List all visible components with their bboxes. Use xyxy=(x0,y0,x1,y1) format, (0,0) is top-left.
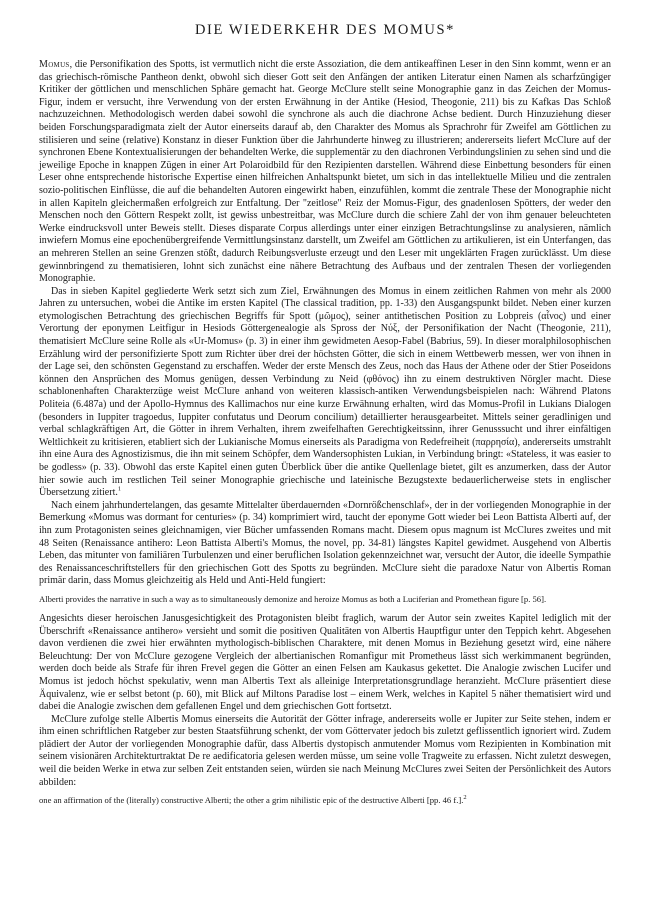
paragraph-3 xyxy=(39,500,611,588)
paragraph-4-text: Angesichts dieser heroischen Janusgesichtigkeit des Protagonisten bleibt fraglich, warum der Autor sein zweites Kapitel lediglich mit der Überschrift «Renaissance antihero» versieht und somit die positiven Qualitäten von Albertis Hauptfigur unter den Teppich kehrt. Abgesehen davon verdienen die zwei hier erwähnten mythologisch-biblischen Charaktere, mit denen Momus in Beziehung gesetzt wird, eine nähere Beleuchtung: Der von McClure gezogene Vergleich der albertianischen Romanfigur mit Prometheus lässt sich werkimmanent begründen, werden doch beide als Strafe für ihren Frevel gegen die Götter an einen Felsen am Kaukasus gekettet. Die Analogie zwischen Lucifer und Momus ist jedoch höchst spekulativ, wenn man Albertis Text als alleinige Interpretationsgrundlage heranzieht. McClure präsentiert diese Äquivalenz, wie er selbst betont (p. 60), mit Blick auf Miltons Paradise lost – einem Werk, welches in Kapitel 5 näher thematisiert wird und dabei die Analogie zwischen dem gefallenen Engel und dem griechischen Gott fortsetzt. xyxy=(39,612,611,713)
paragraph-5-text: McClure zufolge stelle Albertis Momus einerseits die Autorität der Götter infrage, andererseits wolle er Jupiter zur Seite stehen, indem er ihm einen schriftlichen Ratgeber zur besten Staatsführung schenkt, der vom Göttervater jedoch bis zuletzt geflissentlich ignoriert wird. Zudem plädiert der Autor der vorliegenden Monographie dafür, dass Albertis dystopisch anmutender Momus vom Rezipienten in Kombination mit seinem visionären Architekturtraktat De re aedificatoria gelesen werden müsse, um seine volle Tragweite zu erfassen. Nicht zuletzt deswegen, weil die beiden Werke in etwa zur selben Zeit entstanden seien, würden sie nach Meinung McClures zwei Seiten der Persönlichkeit des Autors abbilden: xyxy=(39,713,611,788)
paragraph-5 xyxy=(39,714,611,790)
block-quote-2 xyxy=(39,795,611,806)
lead-word: Momus xyxy=(39,59,70,70)
paragraph-2 xyxy=(39,286,611,500)
paragraph-4 xyxy=(39,613,611,714)
footnote-ref-1[interactable]: 1 xyxy=(117,485,122,493)
block-quote-2-text: one an affirmation of the (literally) constructive Alberti; the other a grim nihilistic epic of the destructive Alberti [pp. 46 f.]. xyxy=(39,795,464,806)
paragraph-3-text: Nach einem jahrhundertelangen, das gesamte Mittelalter überdauernden «Dornrößchenschlaf», der in der vorliegenden Monographie in der Bemerkung «Momus was dormant for centuries» (p. 34) komprimiert wird, taucht der eponyme Gott wieder bei Leon Battista Alberti auf, der ihn zum Protagonisten seines gleichnamigen, vier Bücher umfassenden Romans macht. Diesem opus magnum ist McClures zweites und mit 48 Seiten (Renaissance antihero: Leon Battista Alberti's Momus, the novel, pp. 34-81) längstes Kapitel gewidmet. Ausgehend von Albertis Leben, das mitunter von familiären Turbulenzen und einer beruflichen Isolation gekennzeichnet war, versucht der Autor, die ideelle Sympathie des Renaissanceschriftstellers für den griechischen Gott des Spotts zu begründen. McClure sieht die paradoxe Natur von Albertis Roman primär darin, dass Momus gleichzeitig als Held und Anti-Held fungiert: xyxy=(39,499,611,587)
paragraph-2-text: Das in sieben Kapitel gegliederte Werk setzt sich zum Ziel, Erwähnungen des Momus in einem zeitlichen Rahmen von mehr als 2000 Jahren zu untersuchen, wobei die Antike im ersten Kapitel (The classical tradition, pp. 1-33) den Ausgangspunkt bildet. Neben einer kurzen etymologischen Betrachtung des griechischen Begriffs für Spott (μῶμος), seiner antithetischen Position zu Lobpreis (αἶνος) und einer Verortung der eponymen Leitfigur in Hesiods Göttergenealogie als Spross der Νύξ, der Personifikation der Nacht (Theogonie, 211), thematisiert McClure seine Rolle als «Ur-Momus» (p. 3) in einer ihm gewidmeten Aesop-Fabel (Babrius, 59). In dieser moralphilosophischen Erzählung wird der personifizierte Spott zum Richter über drei der höchsten Götter, die sich in einem Wettbewerb messen, wer von ihnen in der Lage sei, den schönsten Gegenstand zu erschaffen. Weder der erste Mensch des Zeus, noch das Haus der Athene oder der Stier Poseidons können den Ansprüchen des Momus genügen, dessen Verbindung zu Neid (φθόνος) ihn zu einem destruktiven Nörgler macht. Diese schablonenhaften Charakterzüge weist McClure anhand von weiteren klassisch-antiken Verwendungsbeispielen nach: Während Platons Politeia (6.487a) und der Apollo-Hymnus des Kallimachos nur eine kurze Erwähnung erhalten, wird das Momus-Profil in Lukians Dialogen (besonders in Iuppiter tragoedus, Iuppiter confutatus und Deorum concilium) detaillierter herausgearbeitet. Mittels seiner geradlinigen und verbal schlagkräftigen Art, die Götter in ihrem Verhalten, ihrem zweifelhaften Gerechtigkeitssinn, ihrer Genusssucht und ihrer einfältigen Weltlichkeit zu kritisieren, etabliert sich der Lukianische Momus einerseits als Paradigma von Redefreiheit (παρρησία), andererseits umstrahlt ihn eine Aura des Agnostizismus, die ihn mit seinem Schöpfer, dem Wandersophisten Lukian, in Verbindung bringt: «Stateless, it was easier to be godless» (p. 33). Obwohl das erste Kapitel einen guten Überblick über die antike Quellenlage bietet, gilt es anzumerken, dass der Autor hier sowie auch im restlichen Teil seiner Monographie griechische und lateinische Bezugstexte bedauerlicherweise stets in englischer Übersetzung zitiert. xyxy=(39,285,611,499)
footnote-ref-2[interactable]: 2 xyxy=(463,794,467,802)
paragraph-1 xyxy=(39,59,611,286)
article-body xyxy=(39,59,611,806)
block-quote-1: Alberti provides the narrative in such a way as to simultaneously demonize and heroize Momus as both a Luciferian and Promethean figure [p. 56]. xyxy=(39,593,547,604)
paragraph-1-text: , die Personifikation des Spotts, ist vermutlich nicht die erste Assoziation, die dem antikeaffinen Leser in den Sinn kommt, wenn er an das griechisch-römische Pantheon denkt, obwohl sich dieser Gott seit den Anfängen der antiken Literatur einen Namen als scharfzüngiger Kritiker der göttlichen und menschlichen Sphäre gemacht hat. George McClure stellt seine Monographie ganz in das Zeichen der Momus-Figur, indem er versucht, ihre Verwendung von der ersten Erwähnung in der Antike (Hesiod, Theogonie, 211) bis zu Kafkas Das Schloß nachzuzeichnen. Methodologisch werden dabei sowohl die synchrone als auch die diachrone Achse bedient. Durch Hinzuziehung dieser beiden Forschungsparadigmata zielt der Autor einerseits darauf ab, den Charakter des Momus als Sprachrohr für Zweifel am Göttlichen zu stilisieren und seine (relative) Konstanz in dieser Funktion über die Jahrhunderte hinweg zu illustrieren; andererseits liefert McClure auf der synchronen Ebene Kontextualisierungen der behandelten Werke, die supplementär zu den diachronen Verbindungslinien zu sehen sind und die jeweilige Epoche in knappen Zügen in einer Art Polaroidbild für den Rezipienten darstellen. Während diese Einbettung besonders für einen Leser ohne entsprechende historische Expertise einen hilfreichen Anhaltspunkt bietet, um sich in das intellektuelle Milieu und die zentralen sozio-politischen Einflüsse, die auf die behandelten Autoren eingewirkt haben, einzufühlen, kommt die zentrale These der Monographie nicht in allen Kapiteln gleichermaßen erfolgreich zur Entfaltung. Der "zeitlose" Reiz der Momus-Figur, des gnadenlosen Spötters, der weder den Menschen noch den Göttern Respekt zollt, ist gewiss unbestreitbar, was McClure durch die schiere Zahl der von ihm genauer beleuchteten Werke eindrucksvoll unter Beweis stellt. Dieses disparate Corpus allerdings unter einer einzigen Betrachtungslinse zu analysieren, nämlich inwiefern Momus eine epochenübergreifende Vermittlungsinstanz darstellt, um Zweifel am Göttlichen zu artikulieren, ist ein Unterfangen, das an mehreren Stellen an seine Grenzen stößt, dadurch Reibungsverluste erzeugt und den Leser mit ungeklärten Fragen zurücklässt. Um diese gewinnbringend zu thematisieren, lohnt sich zunächst eine nähere Betrachtung des Aufbaus und der zentralen Thesen der vorliegenden Monographie. xyxy=(39,59,611,285)
article-title: DIE WIEDERKEHR DES MOMUS* xyxy=(194,22,456,38)
